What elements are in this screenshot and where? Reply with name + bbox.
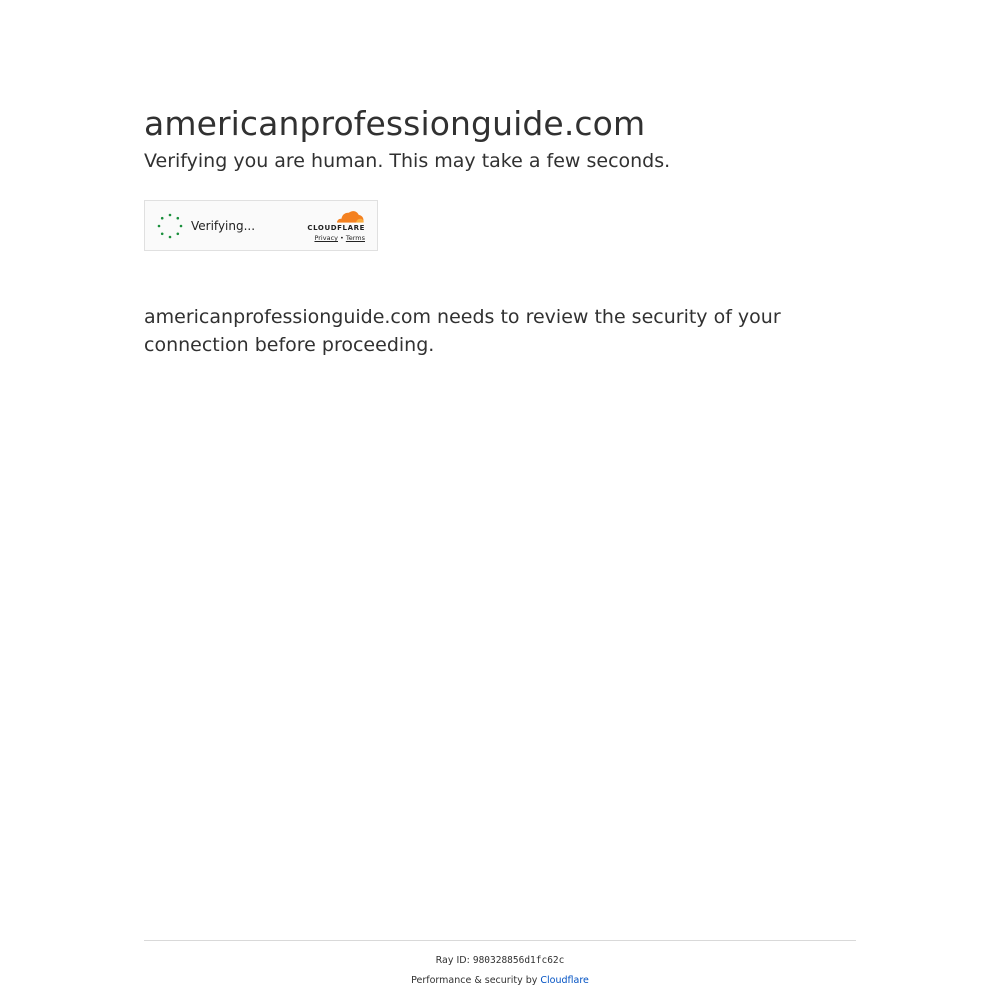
ray-id-value: 980328856d1fc62c <box>472 955 565 966</box>
verifying-status: Verifying... <box>191 219 256 233</box>
page-subtitle: Verifying you are human. This may take a few seconds. <box>144 150 671 172</box>
performance-prefix: Performance & security by <box>411 975 538 986</box>
performance-line <box>144 974 856 988</box>
loading-spinner-icon <box>157 213 183 239</box>
ray-id-line <box>144 954 856 968</box>
cloudflare-link[interactable]: Cloudflare <box>540 975 589 986</box>
ray-id-label: Ray ID: <box>435 955 470 966</box>
link-separator: • <box>340 234 344 242</box>
widget-links <box>314 234 365 243</box>
cloudflare-cloud-icon <box>335 209 365 225</box>
turnstile-widget[interactable] <box>144 200 378 251</box>
terms-link[interactable]: Terms <box>345 234 365 242</box>
cloudflare-logo <box>303 209 365 233</box>
footer <box>144 940 856 988</box>
cloudflare-wordmark: CLOUDFLARE <box>307 224 365 232</box>
security-description: americanprofessionguide.com needs to review the security of your connection before proceeding. <box>144 306 781 356</box>
privacy-link[interactable]: Privacy <box>314 234 338 242</box>
page-title: americanprofessionguide.com <box>144 104 646 143</box>
